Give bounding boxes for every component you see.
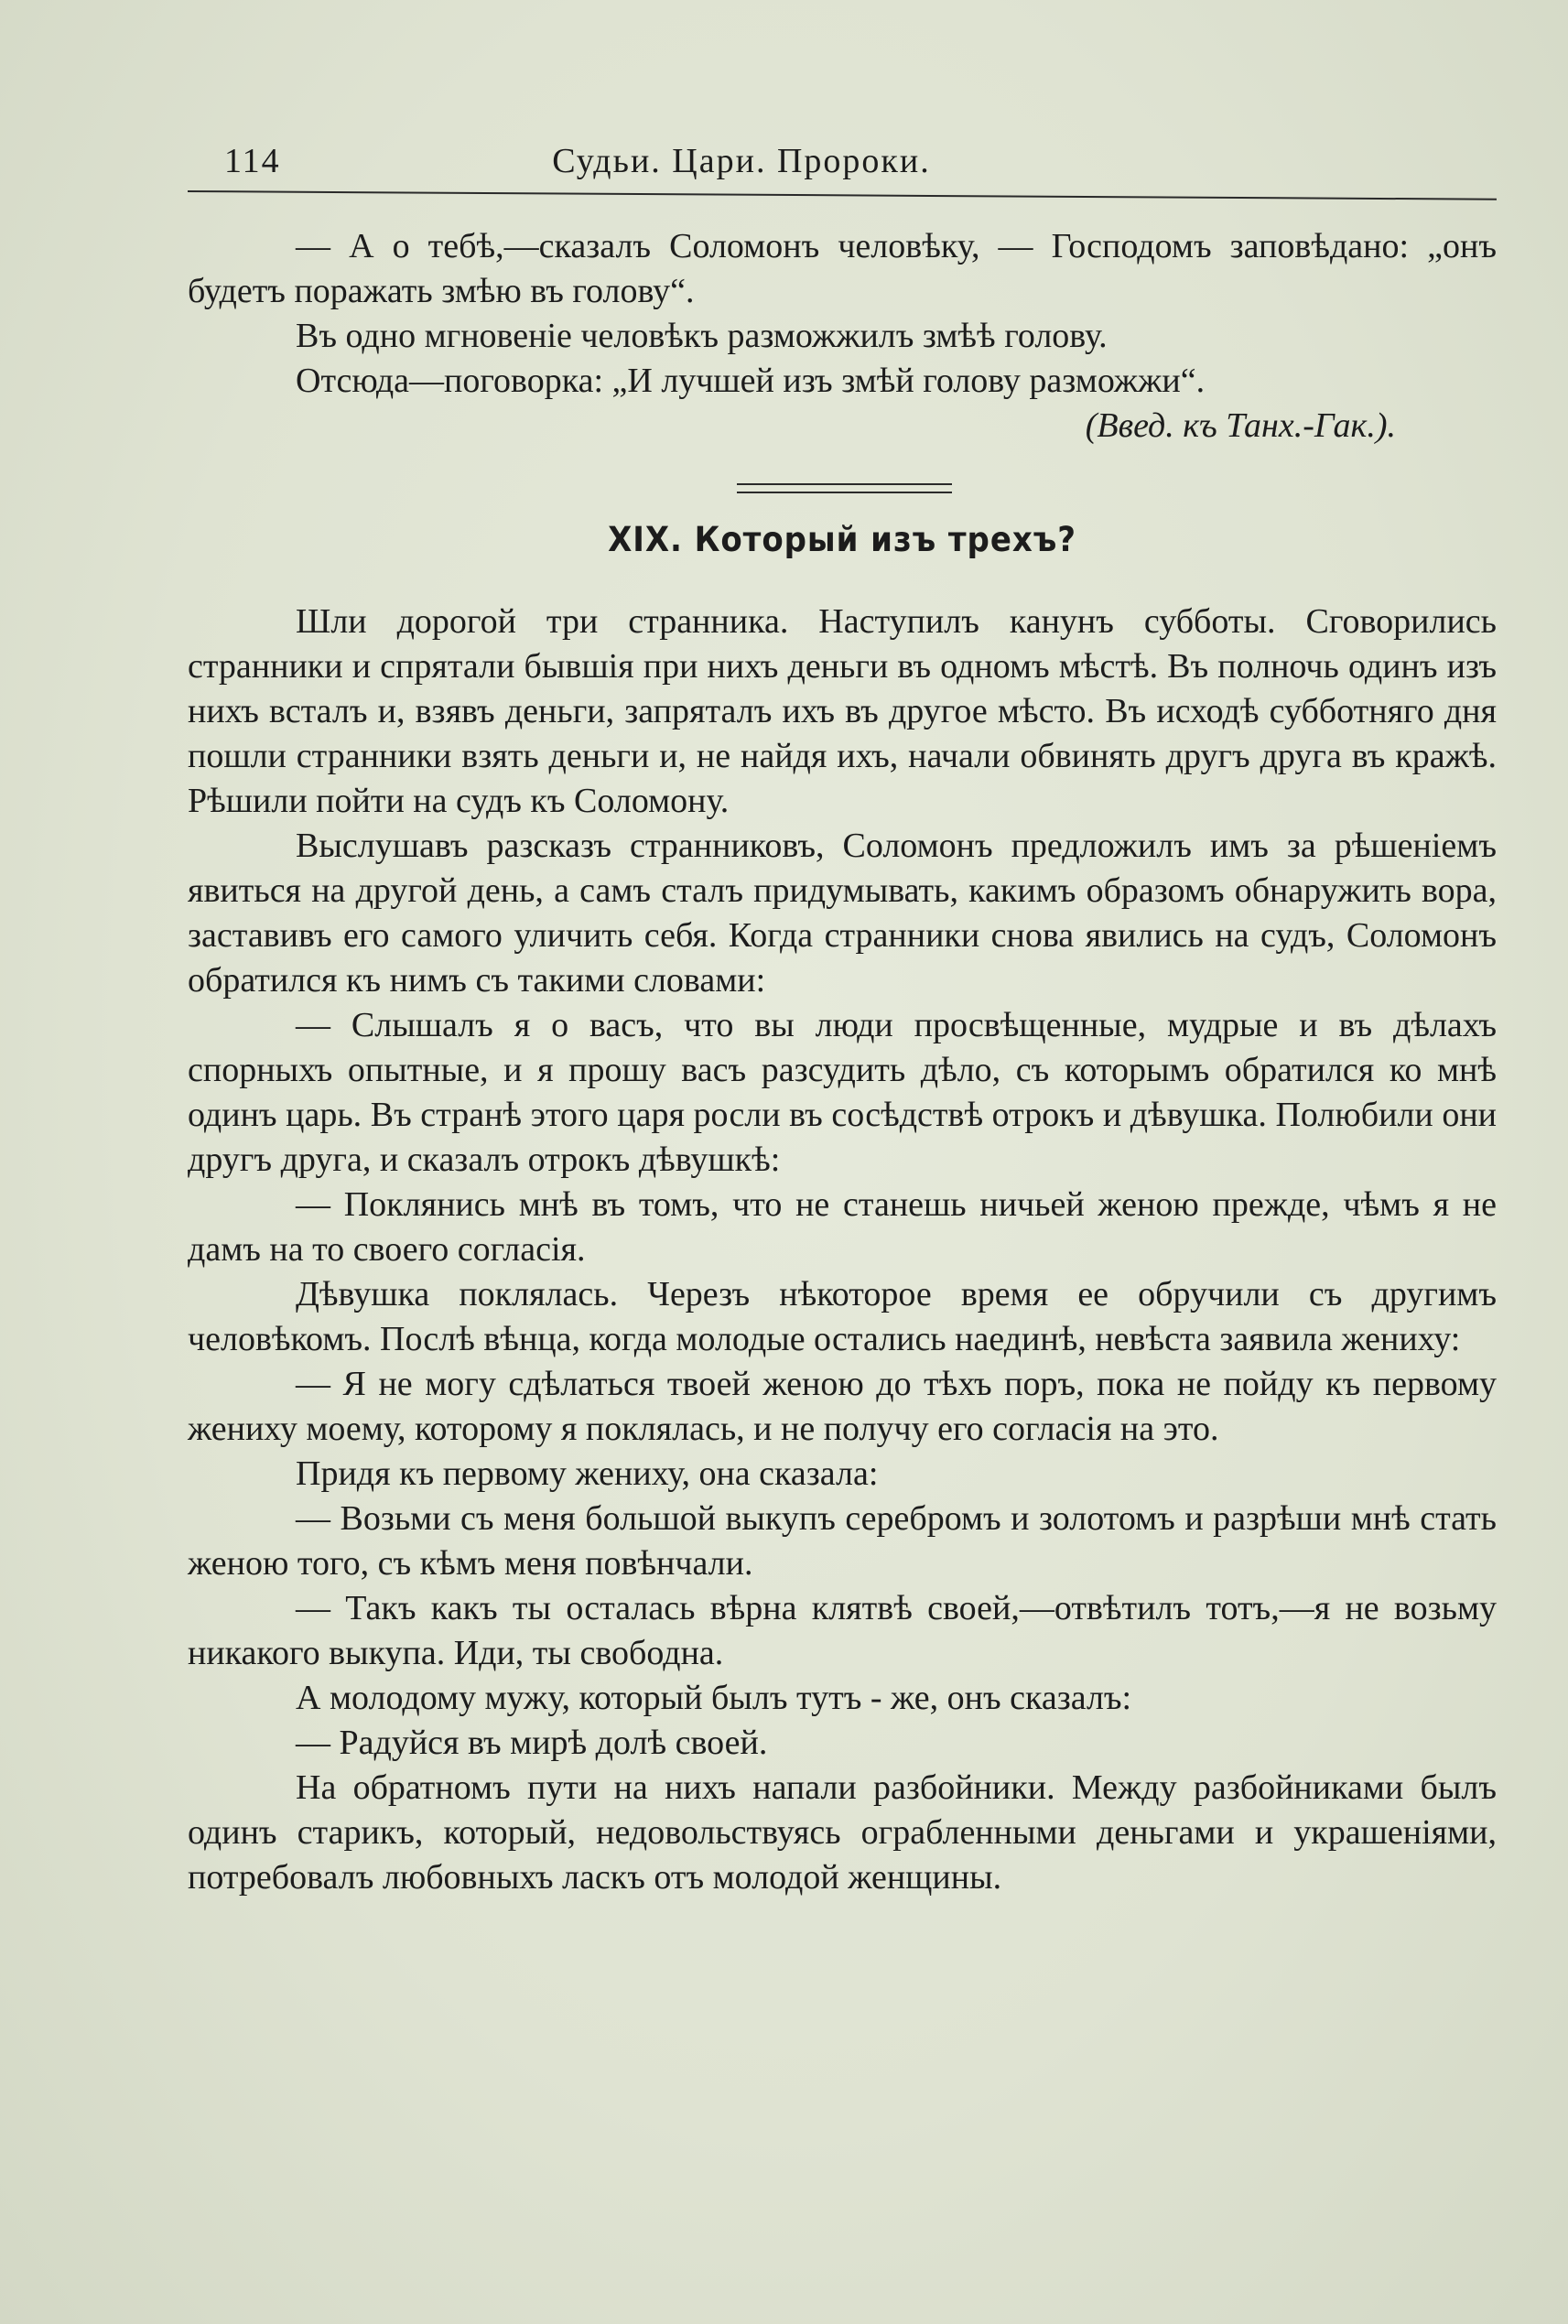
paragraph: — Возьми съ меня большой выкупъ серебромъ и золотомъ и разрѣши мнѣ стать женою того, съ кѣмъ меня повѣнчали. — [188, 1499, 1497, 1583]
paragraph: А молодому мужу, который былъ тутъ - же, онъ сказалъ: — [296, 1679, 1132, 1717]
section-divider — [737, 483, 952, 493]
paragraph: Отсюда—поговорка: „И лучшей изъ змѣй голову разможжи“. — [296, 362, 1206, 400]
chapter-body — [188, 600, 1497, 1900]
paragraph: — Радуйся въ мирѣ долѣ своей. — [296, 1724, 768, 1762]
paragraph: Шли дорогой три странника. Наступилъ канунъ субботы. Сговорились странники и спрятали бывшія при нихъ деньги въ одномъ мѣстѣ. Въ полночь одинъ изъ нихъ всталъ и, взявъ деньги, запряталъ ихъ въ другое мѣсто. Въ исходѣ субботняго дня пошли странники взять деньги и, не найдя ихъ, начали обвинять другъ друга въ кражѣ. Рѣшили пойти на судъ къ Соломону. — [188, 602, 1497, 820]
paragraph: Придя къ первому жениху, она сказала: — [296, 1454, 879, 1493]
paragraph: — Слышалъ я о васъ, что вы люди просвѣщенные, мудрые и въ дѣлахъ спорныхъ опытные, и я прошу васъ разсудить дѣло, съ которымъ обратился ко мнѣ одинъ царь. Въ странѣ этого царя росли въ сосѣдствѣ отрокъ и дѣвушка. Полюбили они другъ друга, и сказалъ отрокъ дѣвушкѣ: — [188, 1006, 1497, 1179]
top-section — [188, 224, 1497, 449]
chapter-title: XIX. Который изъ трехъ? — [608, 520, 1076, 559]
paragraph: — Такъ какъ ты осталась вѣрна клятвѣ своей,—отвѣтилъ тотъ,—я не возьму никакого выкупа. Иди, ты свободна. — [188, 1589, 1497, 1672]
header-rule — [188, 190, 1497, 200]
running-title: Судьи. Цари. Пророки. — [552, 142, 931, 180]
paragraph: — Поклянись мнѣ въ томъ, что не станешь ничьей женою прежде, чѣмъ я не дамъ на то своего согласія. — [188, 1185, 1497, 1269]
running-head — [188, 137, 1497, 188]
paragraph: Выслушавъ разсказъ странниковъ, Соломонъ предложилъ имъ за рѣшеніемъ явиться на другой день, а самъ сталъ придумывать, какимъ образомъ обнаружить вора, заставивъ его самого уличить себя. Когда странники снова явились на судъ, Соломонъ обратился къ нимъ съ такими словами: — [188, 827, 1497, 1000]
paragraph: — Я не могу сдѣлаться твоей женою до тѣхъ поръ, пока не пойду къ первому жениху моему, которому я поклялась, и не получу его согласія на это. — [188, 1365, 1497, 1448]
paragraph: — А о тебѣ,—сказалъ Соломонъ человѣку, — Господомъ заповѣдано: „онъ будетъ поражать змѣю въ голову“. — [188, 227, 1497, 310]
paragraph: Въ одно мгновеніе человѣкъ разможжилъ змѣѣ голову. — [296, 317, 1108, 355]
page-number: 114 — [224, 142, 281, 180]
paragraph: На обратномъ пути на нихъ напали разбойники. Между разбойниками былъ одинъ старикъ, который, недовольствуясь ограбленными деньгами и украшеніями, потребовалъ любовныхъ ласкъ отъ молодой женщины. — [188, 1768, 1497, 1897]
source-citation: (Введ. къ Танх.-Гак.). — [1085, 406, 1396, 445]
paragraph: Дѣвушка поклялась. Черезъ нѣкоторое время ее обручили съ другимъ человѣкомъ. Послѣ вѣнца, когда молодые остались наединѣ, невѣста заявила жениху: — [188, 1275, 1497, 1358]
